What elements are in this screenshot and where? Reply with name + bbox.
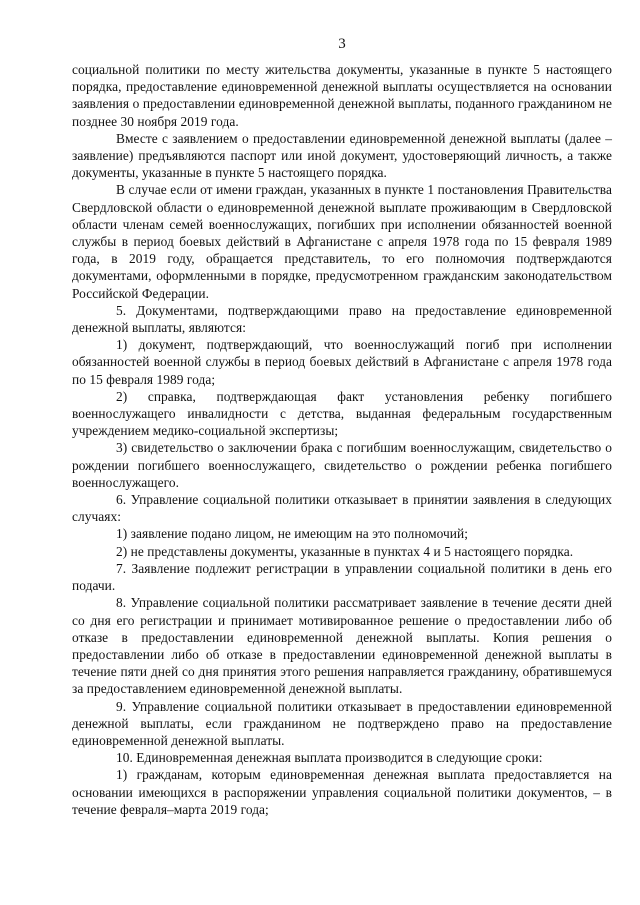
paragraph: 8. Управление социальной политики рассматривает заявление в течение десяти дней со дня его регистрации и принимает мотивированное решение о предоставлении либо об отказе в предоставлении единовременной денежной выплаты. Копия решения о предоставлении либо об отказе в предоставлении единовременной денежной выплаты в течение пяти дней со дня принятия этого решения направляется гражданину, обратившемуся за предоставлением единовременной денежной выплаты. [72,595,612,697]
document-body [72,61,612,818]
paragraph: 9. Управление социальной политики отказывает в предоставлении единовременной денежной выплаты, если гражданином не подтверждено право на предоставление единовременной денежной выплаты. [72,698,612,748]
list-item: 2) справка, подтверждающая факт установления ребенку погибшего военнослужащего инвалидности с детства, выданная федеральным государственным учреждением медико-социальной экспертизы; [72,388,612,439]
paragraph: Вместе с заявлением о предоставлении единовременной денежной выплаты (далее – заявление) предъявляются паспорт или иной документ, удостоверяющий личность, а также документы, указанные в пункте 5 настоящего порядка. [72,130,612,181]
list-item: 1) документ, подтверждающий, что военнослужащий погиб при исполнении обязанностей военной службы в период боевых действий в Афганистане с апреля 1978 года по 15 февраля 1989 года; [72,337,612,387]
paragraph: 7. Заявление подлежит регистрации в управлении социальной политики в день его подачи. [72,560,612,594]
page-number: 3 [338,36,346,52]
paragraph: 6. Управление социальной политики отказывает в принятии заявления в следующих случаях: [72,492,612,525]
list-item: 2) не представлены документы, указанные в пунктах 4 и 5 настоящего порядка. [116,543,574,559]
list-item: 1) заявление подано лицом, не имеющим на это полномочий; [116,526,469,542]
paragraph: В случае если от имени граждан, указанных в пункте 1 постановления Правительства Свердловской области о единовременной денежной выплате проживающим в Свердловской области членам семей военнослужащих, погибших при исполнении обязанностей военной службы в период боевых действий в Афганистане с апреля 1978 года по 15 февраля 1989 года, в 2019 году, обращается представитель, то его полномочия подтверждаются документами, оформленными в порядке, предусмотренном гражданским законодательством Российской Федерации. [72,182,612,301]
paragraph: социальной политики по месту жительства документы, указанные в пункте 5 настоящего порядка, предоставление единовременной денежной выплаты осуществляется на основании заявления о предоставлении единовременной денежной выплаты, поданного гражданином не позднее 30 ноября 2019 года. [72,62,612,129]
paragraph: 5. Документами, подтверждающими право на предоставление единовременной денежной выплаты, являются: [72,302,612,336]
list-item: 1) гражданам, которым единовременная денежная выплата предоставляется на основании имеющихся в распоряжении управления социальной политики документов, – в течение февраля–марта 2019 года; [72,767,612,817]
paragraph: 10. Единовременная денежная выплата производится в следующие сроки: [116,750,543,766]
list-item: 3) свидетельство о заключении брака с погибшим военнослужащим, свидетельство о рождении погибшего военнослужащего, свидетельство о рождении ребенка погибшего военнослужащего. [72,440,612,490]
